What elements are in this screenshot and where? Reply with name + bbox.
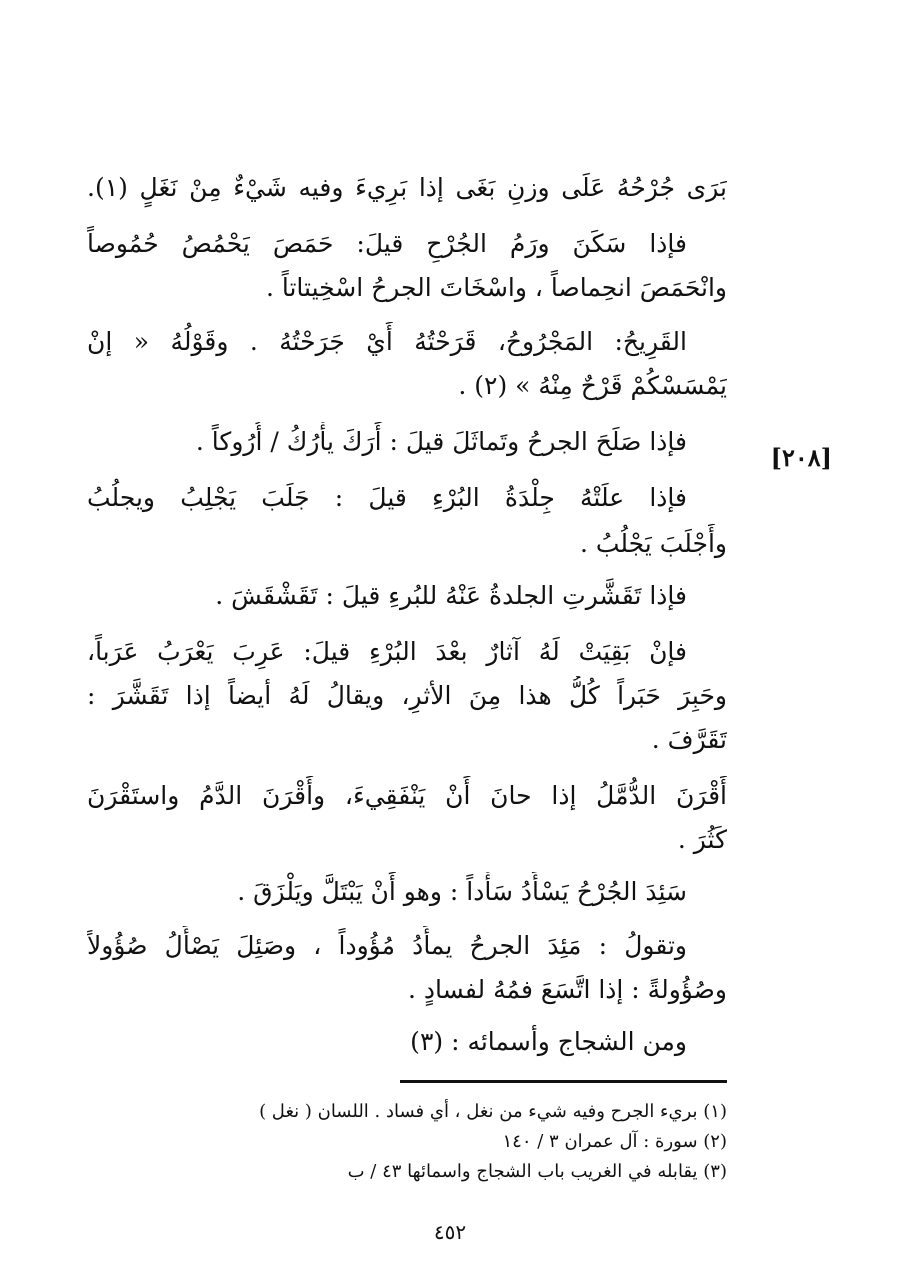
body-line-13: أَقْرَنَ الدُّمَّلُ إذا حانَ أَنْ يَنْفَقِيءَ، وأَقْرَنَ الدَّمُ واستَقْرَنَ xyxy=(87,781,727,810)
body-line-1: بَرَى جُرْحُهُ عَلَى وزنِ بَغَى إذا بَرِيءَ وفيه شَيْءٌ مِنْ نَغَلٍ (١). xyxy=(87,173,727,202)
body-line-17: وصُؤُولةً : إذا اتَّسَعَ فمُهُ لفسادٍ . xyxy=(407,975,727,1004)
body-line-12: تَقَرَّفَ . xyxy=(651,725,727,754)
footnote-divider xyxy=(400,1080,727,1083)
body-line-2: فإذا سَكَنَ ورَمُ الجُرْحِ قيلَ: حَمَصَ يَحْمُصُ حُمُوصاً xyxy=(87,229,687,258)
body-line-3: وانْحَمَصَ انحِماصاً ، واسْخَاتَ الجرحُ اسْخِيتاتاً . xyxy=(265,273,727,302)
body-line-16: وتقولُ : مَئِدَ الجرحُ يمأَدُ مُؤُوداً ، وصَئِلَ يَصْأَلُ صُؤُولاً xyxy=(87,931,687,960)
body-line-7: فإذا علَتْهُ جِلْدَةُ البُرْءِ قيلَ : جَلَبَ يَجْلِبُ ويجلُبُ xyxy=(87,483,687,512)
body-line-15: سَئِدَ الجُرْحُ يَسْأَدُ سَأْداً : وهو أَنْ يَبْتَلَّ ويَلْزَقَ . xyxy=(237,877,687,906)
body-line-14: كَثُرَ . xyxy=(677,825,727,854)
page-number: ٤٥٢ xyxy=(433,1220,467,1244)
body-line-4: القَرِيحُ: المَجْرُوحُ، قَرَحْتُهُ أَيْ جَرَحْتُهُ . وقَوْلُهُ « إنْ xyxy=(87,327,687,356)
body-line-5: يَمْسَسْكُمْ قَرْحٌ مِنْهُ » (٢) . xyxy=(458,371,727,400)
margin-page-reference: [٢٠٨] xyxy=(770,443,832,472)
body-line-6: فإذا صَلَحَ الجرحُ وتَماثَلَ قيلَ : أَرَكَ يأْرُكُ / أُرُوكاً . xyxy=(195,427,687,456)
body-line-8: وأَجْلَبَ يَجْلُبُ . xyxy=(579,529,727,558)
body-line-10: فإنْ بَقِيَتْ لَهُ آثارٌ بعْدَ البُرْءِ قيلَ: عَرِبَ يَعْرَبُ عَرَباً، xyxy=(87,637,687,666)
body-line-11: وحَبِرَ حَبَراً كُلُّ هذا مِنَ الأثرِ، ويقالُ لَهُ أيضاً إذا تَقَشَّرَ : xyxy=(87,681,727,710)
footnote-3: (٣) يقابله في الغريب باب الشجاج واسمائها ٤٣ / ب xyxy=(347,1161,727,1182)
footnote-1: (١) بريء الجرح وفيه شيء من نغل ، أي فساد . اللسان ( نغل ) xyxy=(259,1101,727,1122)
body-line-9: فإذا تَقَشَّرتِ الجلدةُ عَنْهُ للبُرءِ قيلَ : تَقَشْقَشَ . xyxy=(215,581,687,610)
body-line-18: ومن الشجاج وأسمائه : (٣) xyxy=(410,1027,687,1056)
footnote-2: (٢) سورة : آل عمران ٣ / ١٤٠ xyxy=(502,1131,727,1152)
